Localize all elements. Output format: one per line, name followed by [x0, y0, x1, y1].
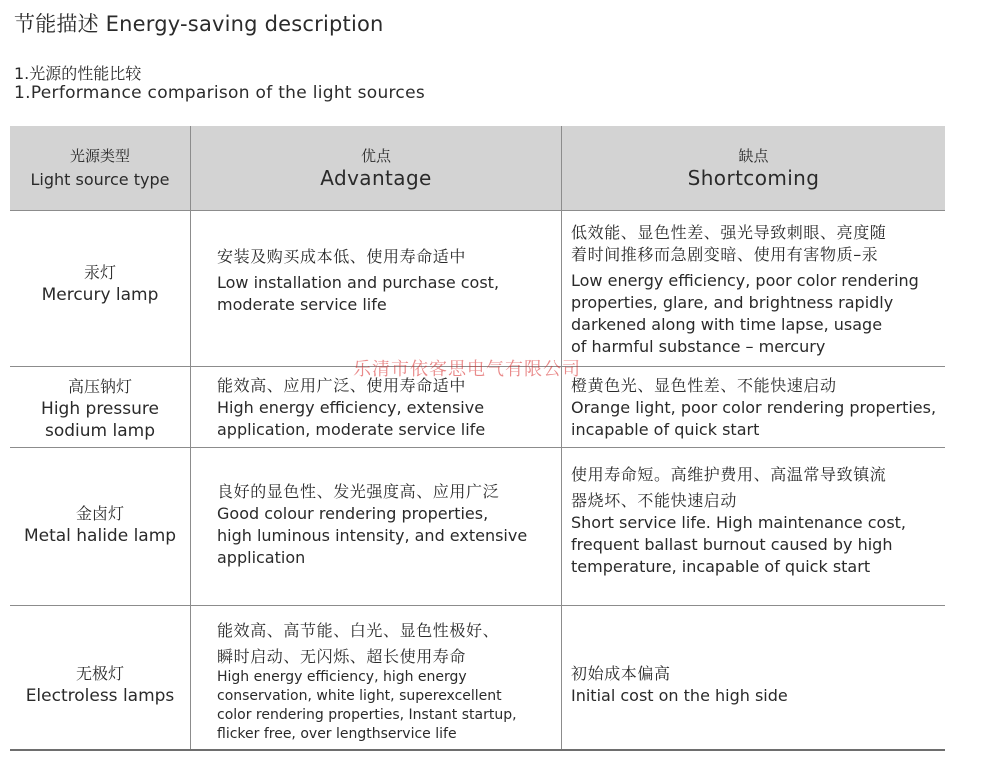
- advantage-cn: 能效高、应用广泛、使用寿命适中: [217, 376, 467, 395]
- comparison-table: [10, 126, 945, 751]
- table-row-type: [10, 262, 190, 306]
- row-divider: [10, 210, 945, 211]
- advantage-en: High energy efficiency, extensive: [217, 398, 485, 417]
- advantage-en: application, moderate service life: [217, 420, 486, 439]
- header-type-en: Light source type: [30, 170, 170, 189]
- column-divider: [190, 126, 191, 751]
- shortcoming-en: Orange light, poor color rendering properties,: [571, 398, 937, 417]
- table-row-shortcoming: [571, 222, 941, 358]
- type-en: Electroless lamps: [25, 686, 175, 706]
- type-cn: 高压钠灯: [67, 377, 132, 396]
- shortcoming-en: temperature, incapable of quick start: [571, 557, 871, 576]
- header-light-source-type: [10, 126, 190, 210]
- table-row-advantage: [217, 620, 557, 744]
- shortcoming-en: Short service life. High maintenance cost,: [571, 513, 907, 532]
- shortcoming-en: of harmful substance – mercury: [571, 337, 826, 356]
- header-shortcoming-en: Shortcoming: [687, 166, 820, 190]
- table-row-advantage: [217, 246, 557, 316]
- type-en: sodium lamp: [44, 421, 155, 441]
- shortcoming-cn: 器烧坏、不能快速启动: [571, 491, 738, 510]
- shortcoming-cn: 初始成本偏高: [571, 664, 671, 683]
- type-en: Mercury lamp: [41, 285, 159, 305]
- shortcoming-en: Initial cost on the high side: [571, 686, 788, 705]
- table-row-type: [10, 663, 190, 707]
- table-row-advantage: [217, 481, 557, 569]
- advantage-cn: 瞬时启动、无闪烁、超长使用寿命: [217, 647, 467, 666]
- shortcoming-cn: 着时间推移而急剧变暗、使用有害物质–汞: [571, 245, 879, 264]
- table-row-advantage: [217, 375, 557, 441]
- type-cn: 汞灯: [83, 263, 116, 282]
- shortcoming-en: frequent ballast burnout caused by high: [571, 535, 893, 554]
- type-cn: 无极灯: [75, 664, 124, 683]
- advantage-cn: 能效高、高节能、白光、显色性极好、: [217, 621, 500, 640]
- advantage-en: Low installation and purchase cost,: [217, 273, 500, 292]
- type-en: Metal halide lamp: [23, 526, 177, 546]
- row-divider: [10, 447, 945, 448]
- watermark: 乐清市依客思电气有限公司: [353, 359, 581, 380]
- advantage-cn: 安装及购买成本低、使用寿命适中: [217, 247, 467, 266]
- table-row-type: [10, 503, 190, 547]
- header-advantage-cn: 优点: [360, 147, 391, 165]
- table-row-shortcoming: [571, 464, 941, 578]
- advantage-en: conservation, white light, superexcellent: [217, 688, 502, 704]
- type-en: High pressure: [41, 399, 159, 419]
- header-type-cn: 光源类型: [69, 147, 130, 165]
- shortcoming-en: incapable of quick start: [571, 420, 760, 439]
- advantage-en: high luminous intensity, and extensive: [217, 526, 528, 545]
- shortcoming-en: darkened along with time lapse, usage: [571, 315, 883, 334]
- advantage-en: High energy efficiency, high energy: [217, 669, 467, 685]
- column-divider: [561, 126, 562, 751]
- advantage-cn: 良好的显色性、发光强度高、应用广泛: [217, 482, 500, 501]
- table-bottom-border: [10, 749, 945, 751]
- row-divider: [10, 605, 945, 606]
- table-row-type: [10, 376, 190, 442]
- header-advantage: [191, 126, 561, 210]
- advantage-en: application: [217, 548, 306, 567]
- header-advantage-en: Advantage: [320, 166, 432, 190]
- page-title: 节能描述 Energy-saving description: [14, 12, 384, 36]
- section-heading-cn: 1.光源的性能比较: [14, 64, 142, 83]
- table-row-shortcoming: [571, 663, 941, 707]
- type-cn: 金卤灯: [75, 504, 124, 523]
- header-shortcoming-cn: 缺点: [738, 147, 769, 165]
- section-heading-en: 1.Performance comparison of the light sources: [14, 83, 425, 103]
- shortcoming-en: properties, glare, and brightness rapidly: [571, 293, 894, 312]
- advantage-en: flicker free, over lengthservice life: [217, 726, 457, 742]
- advantage-en: Good colour rendering properties,: [217, 504, 489, 523]
- shortcoming-cn: 使用寿命短。高维护费用、高温常导致镇流: [571, 465, 887, 484]
- table-row-shortcoming: [571, 375, 941, 441]
- advantage-en: moderate service life: [217, 295, 387, 314]
- advantage-en: color rendering properties, Instant startup,: [217, 707, 517, 723]
- shortcoming-cn: 橙黄色光、显色性差、不能快速启动: [571, 376, 837, 395]
- shortcoming-en: Low energy efficiency, poor color rendering: [571, 271, 919, 290]
- shortcoming-cn: 低效能、显色性差、强光导致刺眼、亮度随: [571, 223, 887, 242]
- header-shortcoming: [562, 126, 945, 210]
